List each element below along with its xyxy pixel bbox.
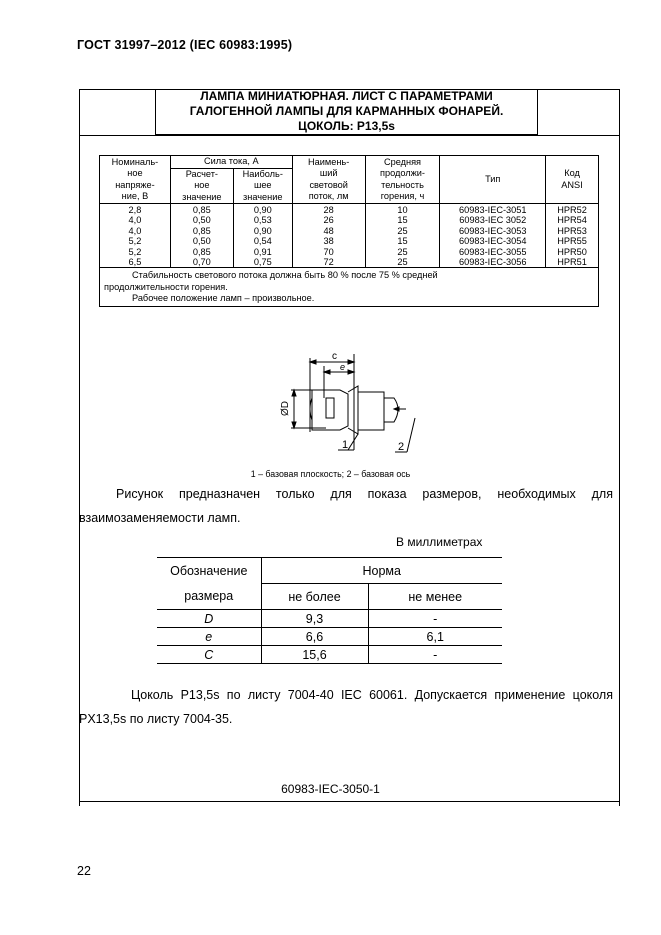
label-c: c [332, 351, 337, 362]
cell-voltage: 2,8 4,0 4,0 5,2 5,2 6,5 [100, 204, 171, 268]
cell-ansi: HPR52 HPR54 HPR53 HPR55 HPR50 HPR51 [546, 204, 599, 268]
dim-row-c [157, 646, 502, 664]
dim-max: 6,6 [261, 628, 368, 646]
dim-name-header-2: размера [157, 584, 261, 610]
title-line-2: ГАЛОГЕННОЙ ЛАМПЫ ДЛЯ КАРМАННЫХ ФОНАРЕЙ. [189, 104, 504, 118]
dimensions-table [157, 557, 502, 664]
standard-header: ГОСТ 31997–2012 (IEC 60983:1995) [77, 38, 293, 52]
sheet-title [155, 89, 538, 135]
dim-min: - [368, 646, 502, 664]
title-divider [79, 135, 620, 136]
footer-tick-left [79, 796, 80, 806]
dim-min: 6,1 [368, 628, 502, 646]
col-voltage-header: Номиналь- ное напряже- ние, В [100, 156, 171, 204]
footer-tick-right [619, 796, 620, 806]
cell-current-max: 0,90 0,53 0,90 0,54 0,91 0,75 [233, 204, 292, 268]
note-position: Рабочее положение ламп – произвольное. [132, 293, 315, 304]
dim-max: 15,6 [261, 646, 368, 664]
label-d: ØD [280, 401, 291, 416]
figure-caption: 1 – базовая плоскость; 2 – базовая ось [250, 469, 411, 479]
col-flux-header: Наимень- ший световой поток, лм [292, 156, 365, 204]
label-2: 2 [398, 441, 405, 453]
lamp-dimension-drawing [282, 350, 442, 462]
table-notes [100, 268, 599, 307]
col-current-calc-header: Расчет- ное значение [170, 168, 233, 204]
cell-type: 60983-IEC-3051 60983-IEC 3052 60983-IEC-3053 60983-IEC-3054 60983-IEC-3055 60983-IEC-3056 [440, 204, 546, 268]
footer-line [79, 801, 620, 802]
col-current-max-header: Наиболь- шее значение [233, 168, 292, 204]
dim-symbol: D [157, 610, 261, 628]
base-note-paragraph: Цоколь P13,5s по листу 7004-40 IEC 60061. Допускается применение цоколя PX13,5s по листу 7004-35. [79, 688, 613, 726]
cell-current-calc: 0,85 0,50 0,85 0,50 0,85 0,70 [170, 204, 233, 268]
sheet-number: 60983-IEC-3050-1 [281, 782, 380, 796]
label-e: e [340, 362, 346, 372]
dim-min: - [368, 610, 502, 628]
cell-life: 10 15 25 15 25 25 [365, 204, 440, 268]
col-life-header: Средняя продолжи- тельность горения, ч [365, 156, 440, 204]
dim-name-header: Обозначение [157, 558, 261, 584]
max-header: не более [261, 584, 368, 610]
min-header: не менее [368, 584, 502, 610]
page-number: 22 [77, 864, 91, 878]
dim-symbol: C [157, 646, 261, 664]
dim-row-d [157, 610, 502, 628]
note-stability-cont: продолжительности горения. [104, 281, 228, 292]
label-1: 1 [342, 439, 349, 451]
note-stability: Стабильность светового потока должна быть 80 % после 75 % средней [132, 270, 438, 281]
title-line-1: ЛАМПА МИНИАТЮРНАЯ. ЛИСТ С ПАРАМЕТРАМИ [200, 89, 493, 103]
col-type-header: Тип [440, 156, 546, 204]
dim-row-e [157, 628, 502, 646]
parameters-table [99, 155, 599, 307]
units-label: В миллиметрах [396, 535, 483, 549]
dim-symbol: e [157, 628, 261, 646]
title-line-3: ЦОКОЛЬ: P13,5s [298, 119, 395, 133]
figure-note-paragraph: Рисунок предназначен только для показа размеров, необходимых для взаимозаменяемости ламп. [79, 487, 613, 525]
norm-header: Норма [261, 558, 502, 584]
col-current-group-header: Сила тока, А [170, 156, 292, 169]
dim-max: 9,3 [261, 610, 368, 628]
cell-flux: 28 26 48 38 70 72 [292, 204, 365, 268]
col-ansi-header: Код ANSI [546, 156, 599, 204]
